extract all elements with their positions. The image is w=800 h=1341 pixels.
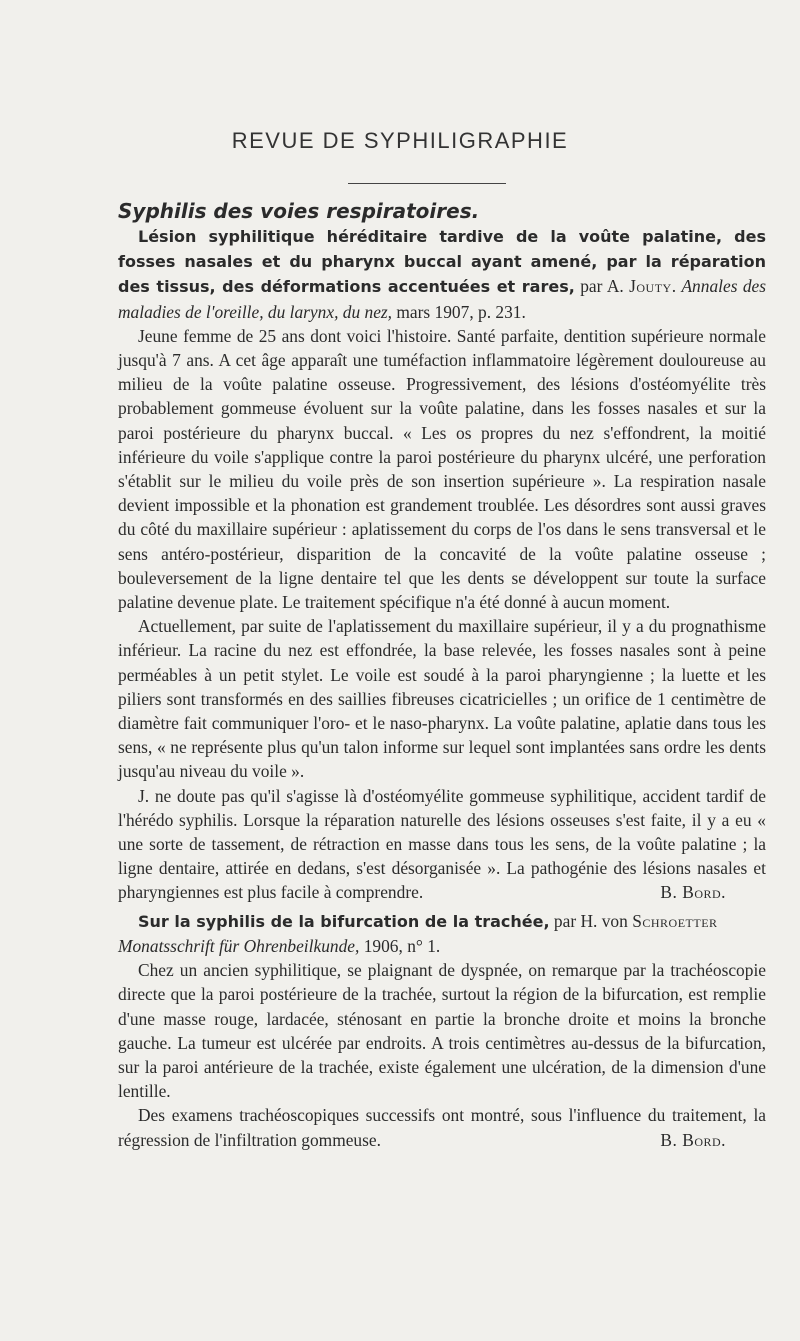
article-2-date: 1906, n° 1. [363, 935, 441, 956]
article-2-paragraph-2-text: Des examens trachéoscopiques successifs ont montré, sous l'influence du traitement, la régression de l'infiltration gommeuse. [118, 1105, 766, 1150]
article-2 [118, 909, 766, 1152]
article-1-signature: B. Bord. [660, 882, 726, 903]
article-2-paragraph-2 [118, 1103, 766, 1151]
article-2-signature: B. Bord. [660, 1129, 726, 1150]
article-1 [118, 224, 766, 905]
article-1-date: mars 1907, p. 231. [396, 301, 526, 322]
article-1-journal: Annales des maladies de l'oreille, du larynx, du nez, [118, 276, 767, 322]
article-2-author-prefix: par H. von [553, 910, 628, 931]
article-2-journal: Monatsschrift für Ohrenbeilkunde, [118, 935, 360, 956]
section-title: Syphilis des voies respiratoires. [118, 199, 480, 223]
article-1-author-prefix: par A. [580, 276, 624, 297]
article-2-heading [118, 909, 766, 958]
article-2-title: Sur la syphilis de la bifurcation de la trachée, [138, 911, 550, 931]
article-1-paragraph-1: Jeune femme de 25 ans dont voici l'histoire. Santé parfaite, dentition supérieure normale jusqu'à 7 ans. A cet âge apparaît une tuméfaction inflammatoire légèrement douloureuse au milieu de la voûte palatine osseuse. Progressivement, des lésions d'ostéomyélite très probablement gommeuse évoluent sur la voûte palatine, dans les fosses nasales et sur la paroi postérieure du pharynx buccal. « Les os propres du nez s'effondrent, la moitié inférieure du voile s'applique contre la paroi postérieure du pharynx ulcéré, une perforation s'établit sur le milieu du voile près de son insertion supérieure ». La respiration nasale devient impossible et la phonation est grandement troublée. Les désordres sont aussi graves du côté du maxillaire supérieur : aplatissement du corps de l'os dans le sens transversal et le sens antéro-postérieur, disparition de la concavité de la voûte palatine osseuse ; bouleversement de la ligne dentaire tel que les dents se développent sur toute la surface palatine devenue plate. Le traitement spécifique n'a été donné à aucun moment. [118, 325, 766, 613]
page-header: REVUE DE SYPHILIGRAPHIE [231, 128, 569, 153]
article-2-author: Schroetter [632, 910, 718, 931]
article-1-paragraph-3 [118, 784, 766, 905]
article-1-author: Jouty [629, 276, 672, 297]
article-1-paragraph-3-text: J. ne doute pas qu'il s'agisse là d'ostéomyélite gommeuse syphilitique, accident tardif de l'hérédo syphilis. Lorsque la réparation naturelle des lésions osseuses s'est faite, il y a eu « une sorte de tassement, de rétraction en masse dans tous les sens, de la voûte palatine ; la ligne dentaire, attirée en dedans, s'est désorganisée ». La pathogénie des lésions nasales et pharyngiennes est plus facile à comprendre. [118, 785, 766, 903]
article-1-paragraph-2: Actuellement, par suite de l'aplatissement du maxillaire supérieur, il y a du prognathisme inférieur. La racine du nez est effondrée, la base relevée, les fosses nasales sont à peine perméables à un petit stylet. Le voile est soudé à la paroi pharyngienne ; la luette et les piliers sont transformés en des saillies fibreuses cicatricielles ; un orifice de 1 centimètre de diamètre fait communiquer l'oro- et le naso-pharynx. La voûte palatine, aplatie dans tous les sens, « ne représente plus qu'un talon informe sur lequel sont implantées sans ordre les dents jusqu'au niveau du voile ». [118, 616, 766, 782]
header-rule [348, 183, 506, 184]
article-1-title: Lésion syphilitique héréditaire tardive de la voûte palatine, des fosses nasales et du pharynx buccal ayant amené, par la réparation des tissus, des déformations accentuées et rares, [118, 227, 766, 297]
article-2-paragraph-1: Chez un ancien syphilitique, se plaignant de dyspnée, on remarque par la trachéoscopie directe que la paroi postérieure de la trachée, surtout la région de la bifurcation, est remplie d'une masse rouge, lardacée, sténosant en partie la bronche droite et moins la bronche gauche. La tumeur est ulcérée par endroits. A trois centimètres au-dessus de la bifurcation, sur la paroi antérieure de la trachée, existe également une ulcération, de la dimension d'une lentille. [118, 960, 766, 1102]
article-1-heading: Lésion syphilitique héréditaire tardive de la voûte palatine, des fosses nasales et du pharynx buccal ayant amené, par la réparation des tissus, des déformations accentuées et rares, par A. Jouty. Annales des maladies de l'oreille, du larynx, du nez, mars 1907, p. 231. [118, 227, 767, 322]
content [118, 198, 766, 1152]
